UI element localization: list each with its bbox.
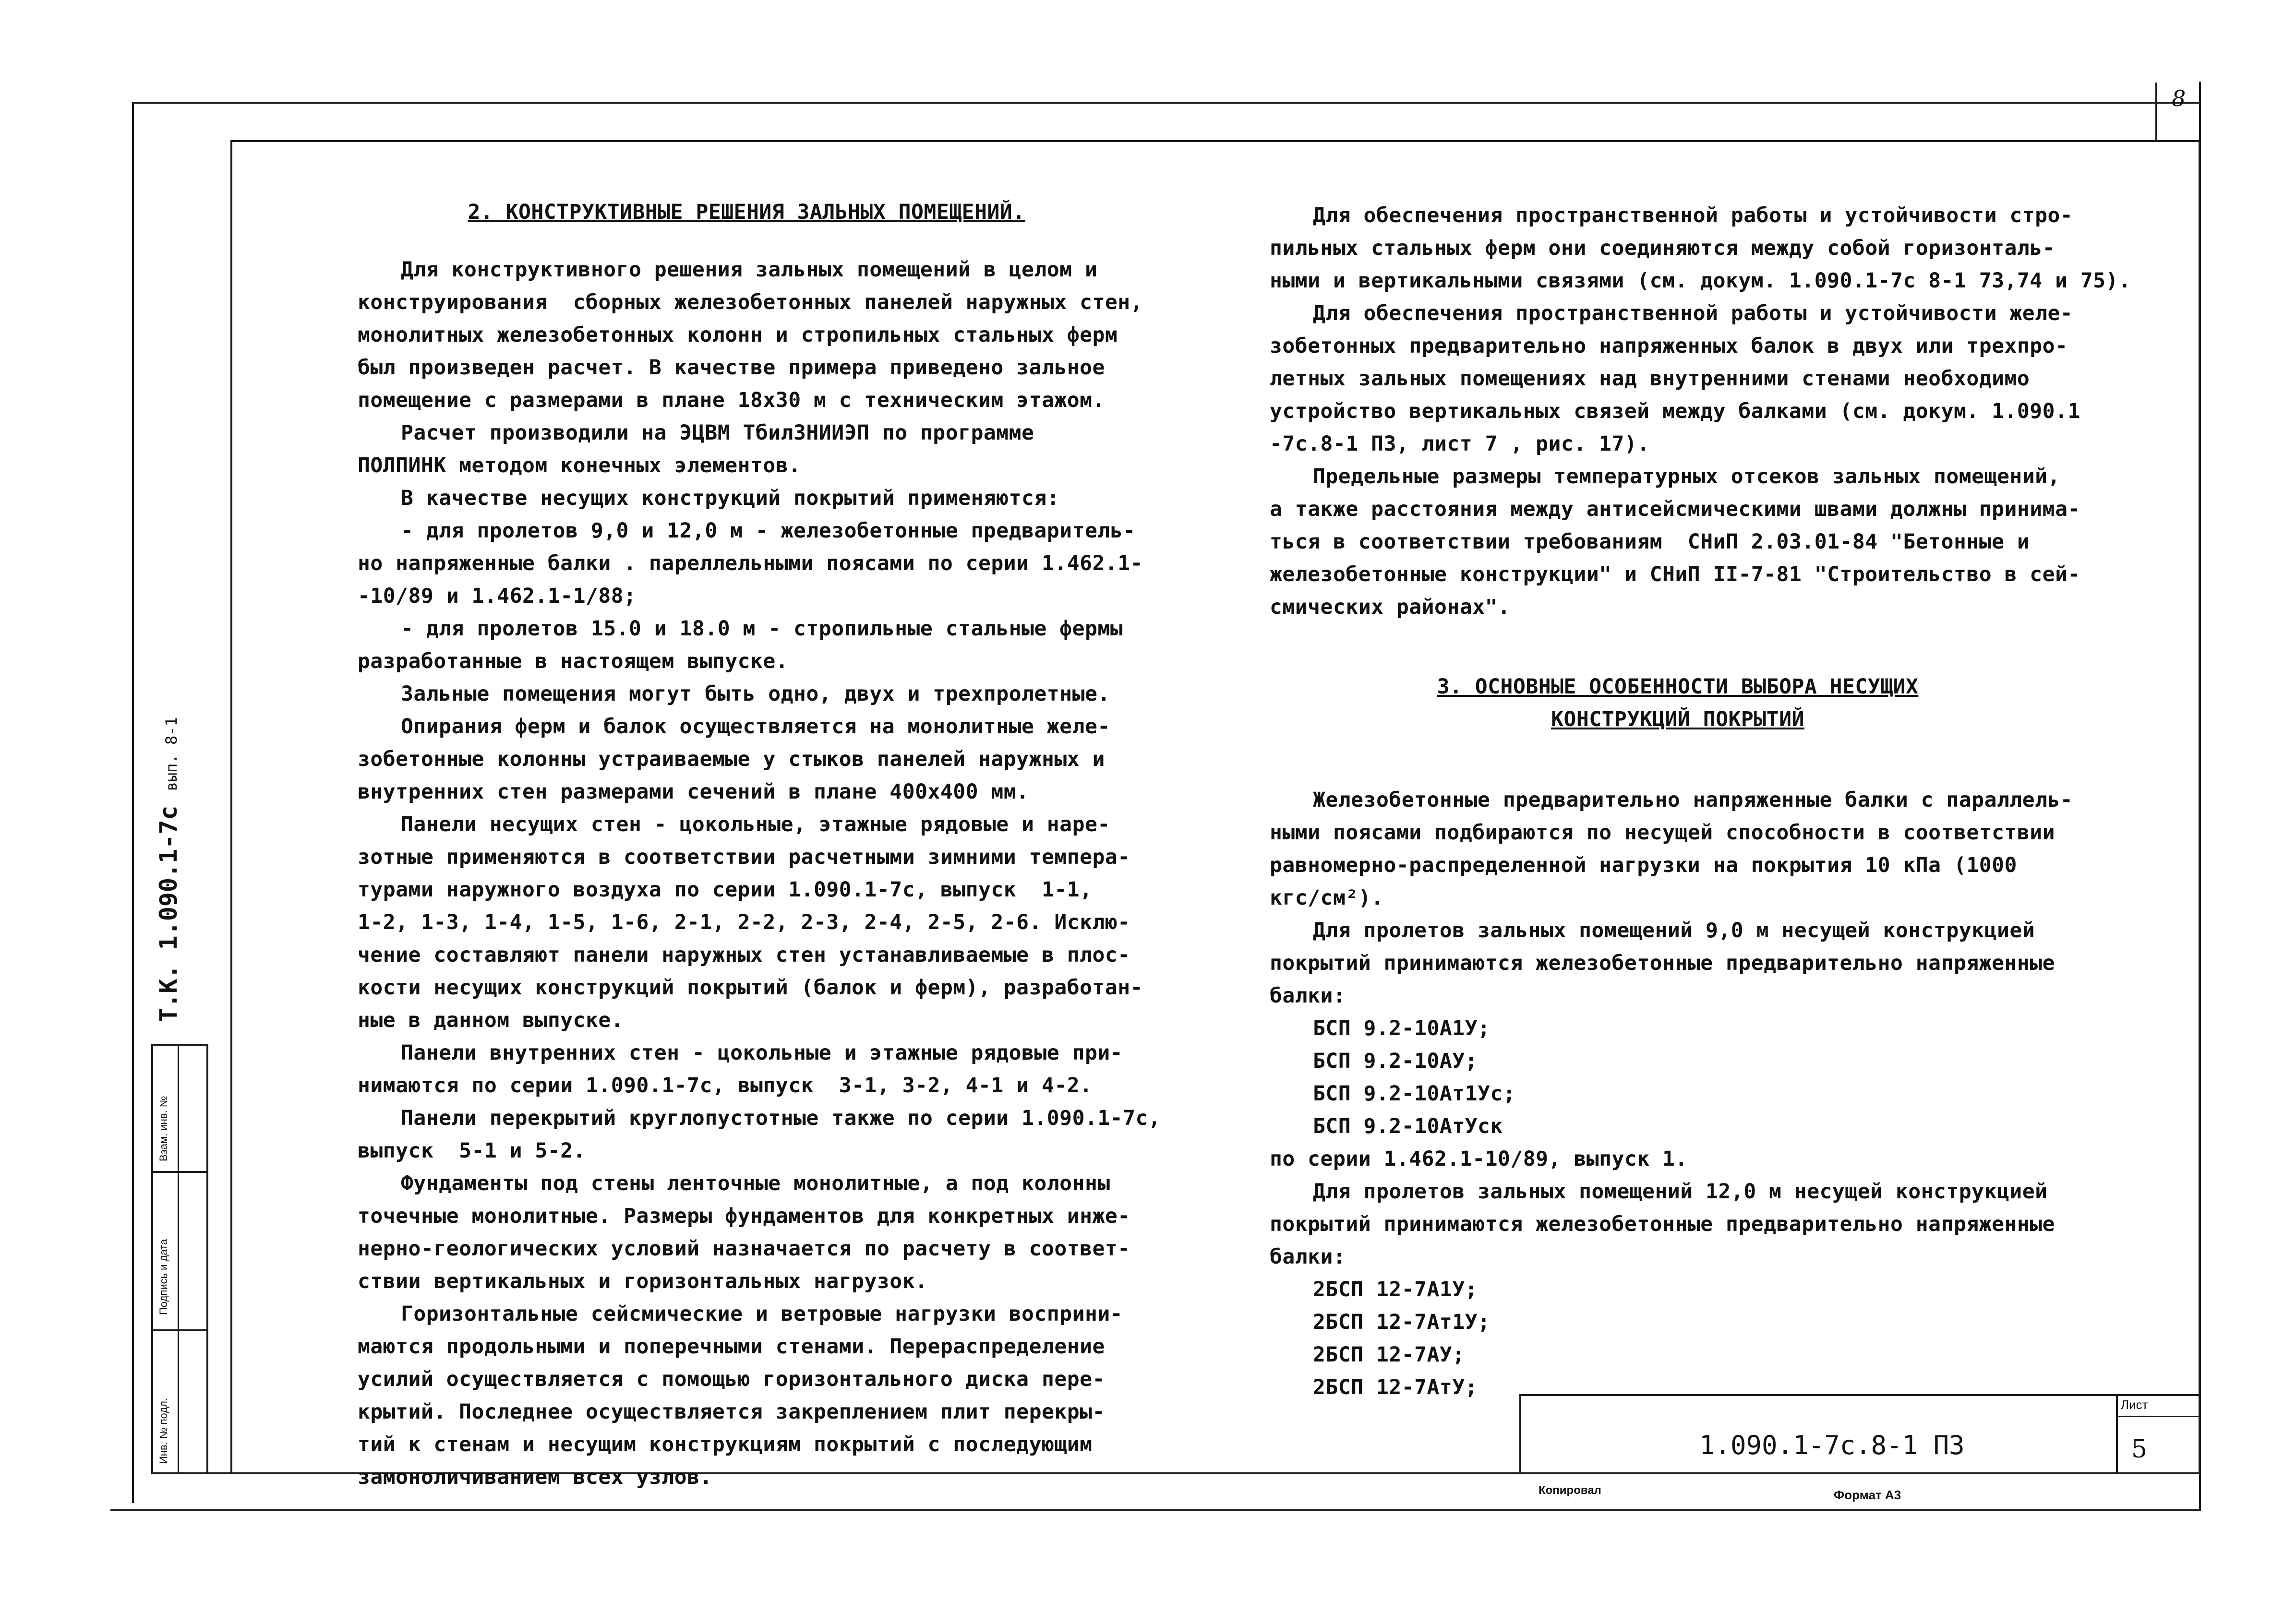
text-line: Панели несущих стен - цокольные, этажные рядовые и наре- [401, 812, 1110, 836]
text-line: В качестве несущих конструкций покрытий применяются: [401, 486, 1060, 510]
title-block-doc-code: 1.090.1-7с.8-1 ПЗ [1699, 1430, 1965, 1460]
text-line: зобетонные колонны устраиваемые у стыков панелей наружных и [358, 747, 1105, 771]
text-line: а также расстояния между антисейсмическими швами должны принима- [1270, 497, 2080, 521]
stamp-inv-podl: Инв. № подл. [157, 1397, 169, 1464]
text-line: нимаются по серии 1.090.1-7с, выпуск 3-1, 3-2, 4-1 и 4-2. [358, 1074, 1093, 1098]
side-code-main: Т.К. 1.090.1-7с [155, 805, 182, 1022]
right-column-bottom-body [1270, 784, 2167, 1404]
text-line: Для обеспечения пространственной работы и устойчивости стро- [1313, 203, 2073, 227]
text-line: балки: [1270, 984, 1346, 1008]
text-line: ными и вертикальными связями (см. докум. 1.090.1-7с 8-1 73,74 и 75). [1270, 269, 2131, 293]
text-line: Опирания ферм и балок осуществляется на монолитные желе- [401, 715, 1110, 739]
text-line: Панели внутренних стен - цокольные и этажные рядовые при- [401, 1041, 1123, 1065]
text-line: конструирования сборных железобетонных панелей наружных стен, [358, 290, 1143, 314]
text-line: чение составляют панели наружных стен устанавливаемые в плос- [358, 943, 1130, 967]
title-block-left [1519, 1394, 1521, 1473]
section-3-heading-line2: КОНСТРУКЦИЙ ПОКРЫТИЙ [1551, 707, 1804, 731]
stamp-vzam-inv: Взам. инв. № [157, 1096, 169, 1161]
text-line: замоноличиванием всех узлов. [358, 1465, 712, 1489]
sheet-number-top: 8 [2172, 85, 2186, 111]
text-line: маются продольными и поперечными стенами. Перераспределение [358, 1335, 1105, 1359]
stamp-podpis: Подпись и дата [157, 1239, 169, 1315]
stamp-top-line [151, 1044, 208, 1046]
text-line: БСП 9.2-10Ат1Ус; [1313, 1082, 1516, 1106]
sheet-label: Лист [2121, 1397, 2148, 1412]
sheet-number: 5 [2131, 1435, 2148, 1464]
text-line: Для конструктивного решения зальных помещений в целом и [401, 258, 1098, 282]
text-line: 2БСП 12-7АтУ; [1313, 1375, 1478, 1399]
text-line: железобетонные конструкции" и СНиП II-7-81 "Строительство в сей- [1270, 562, 2080, 586]
text-line: - для пролетов 15.0 и 18.0 м - стропильные стальные фермы [401, 617, 1123, 641]
stamp-left-line [151, 1044, 153, 1473]
text-line: монолитных железобетонных колонн и стропильных стальных ферм [358, 323, 1118, 347]
text-line: но напряженные балки . пареллельными поясами по серии 1.462.1- [358, 551, 1143, 575]
text-line: кгс/см²). [1270, 886, 1384, 910]
text-line: внутренних стен размерами сечений в плане 400х400 мм. [358, 780, 1029, 804]
text-line: был произведен расчет. В качестве примера приведено зальное [358, 356, 1105, 380]
text-line: кости несущих конструкций покрытий (балок и ферм), разработан- [358, 976, 1143, 1000]
text-line: Расчет производили на ЭЦВМ ТбилЗНИИЭП по программе [401, 421, 1034, 445]
text-line: -10/89 и 1.462.1-1/88; [358, 584, 637, 608]
text-line: Для пролетов зальных помещений 12,0 м несущей конструкцией [1313, 1180, 2048, 1204]
outer-top-border [132, 102, 2201, 104]
text-line: ПОЛПИНК методом конечных элементов. [358, 454, 801, 478]
sheet-cell-divider [2116, 1416, 2200, 1417]
text-line: точечные монолитные. Размеры фундаментов для конкретных инже- [358, 1204, 1130, 1228]
text-line: Панели перекрытий круглопустотные также по серии 1.090.1-7с, [401, 1106, 1161, 1130]
text-line: БСП 9.2-10АУ; [1313, 1049, 1478, 1073]
text-line: Зальные помещения могут быть одно, двух и трехпролетные. [401, 682, 1110, 706]
right-column-top-body [1270, 199, 2167, 623]
footer-copied: Копировал [1539, 1484, 1601, 1497]
text-line: Предельные размеры температурных отсеков зальных помещений, [1313, 465, 2060, 489]
text-line: крытий. Последнее осуществляется закреплением плит перекры- [358, 1400, 1105, 1424]
text-line: -7с.8-1 ПЗ, лист 7 , рис. 17). [1270, 432, 1650, 456]
text-line: зобетонных предварительно напряженных балок в двух или трехпро- [1270, 334, 2068, 358]
text-line: Для обеспечения пространственной работы и устойчивости желе- [1313, 301, 2073, 325]
stamp-divider-2 [151, 1329, 208, 1331]
text-line: БСП 9.2-10АтУск [1313, 1114, 1503, 1138]
stamp-divider-1 [151, 1171, 208, 1173]
text-line: помещение с размерами в плане 18х30 м с техническим этажом. [358, 388, 1105, 412]
text-line: устройство вертикальных связей между балками (см. докум. 1.090.1 [1270, 399, 2080, 423]
text-line: Для пролетов зальных помещений 9,0 м несущей конструкцией [1313, 919, 2035, 943]
sheet-box-left [2155, 83, 2157, 142]
text-line: - для пролетов 9,0 и 12,0 м - железобетонные предваритель- [401, 519, 1136, 543]
text-line: ные в данном выпуске. [358, 1008, 624, 1032]
text-line: Фундаменты под стены ленточные монолитные, а под колонны [401, 1171, 1110, 1195]
outer-bottom-border [110, 1509, 2201, 1511]
text-line: 2БСП 12-7А1У; [1313, 1278, 1478, 1302]
text-line: смических районах". [1270, 595, 1511, 619]
text-line: пильных стальных ферм они соединяются между собой горизонталь- [1270, 236, 2056, 260]
side-document-code [155, 717, 182, 1022]
inner-left-border [230, 140, 232, 1474]
section-2-heading: 2. КОНСТРУКТИВНЫЕ РЕШЕНИЯ ЗАЛЬНЫХ ПОМЕЩЕНИЙ. [468, 200, 1025, 224]
outer-left-border [132, 102, 134, 1503]
text-line: усилий осуществляется с помощью горизонтального диска пере- [358, 1367, 1105, 1391]
text-line: зотные применяются в соответствии расчетными зимними темпера- [358, 845, 1130, 869]
stamp-right-line [206, 1044, 208, 1473]
text-line: Горизонтальные сейсмические и ветровые нагрузки восприни- [401, 1302, 1123, 1326]
footer-format: Формат А3 [1834, 1488, 1901, 1502]
left-column [358, 196, 1207, 1493]
text-line: покрытий принимаются железобетонные предварительно напряженные [1270, 951, 2056, 975]
text-line: 2БСП 12-7Ат1У; [1313, 1310, 1491, 1334]
text-line: тий к стенам и несущим конструкциям покрытий с последующим [358, 1433, 1093, 1457]
text-line: нерно-геологических условий назначается по расчету в соответ- [358, 1237, 1130, 1261]
inner-top-border [230, 140, 2200, 142]
section-3-heading-line1: 3. ОСНОВНЫЕ ОСОБЕННОСТИ ВЫБОРА НЕСУЩИХ [1437, 675, 1919, 699]
text-line: ными поясами подбираются по несущей способности в соответствии [1270, 821, 2056, 845]
text-line: балки: [1270, 1245, 1346, 1269]
text-line: разработанные в настоящем выпуске. [358, 649, 789, 673]
text-line: Железобетонные предварительно напряженные балки с параллель- [1313, 788, 2073, 812]
title-block-top [1519, 1394, 2201, 1396]
text-line: равномерно-распределенной нагрузки на покрытия 10 кПа (1000 [1270, 853, 2017, 877]
text-line: 1-2, 1-3, 1-4, 1-5, 1-6, 2-1, 2-2, 2-3, 2-4, 2-5, 2-6. Исклю- [358, 910, 1130, 934]
stamp-inner-divider [178, 1044, 179, 1473]
side-code-issue: вып. 8-1 [162, 717, 180, 791]
text-line: 2БСП 12-7АУ; [1313, 1343, 1465, 1367]
text-line: покрытий принимаются железобетонные предварительно напряженные [1270, 1212, 2056, 1236]
text-line: по серии 1.462.1-10/89, выпуск 1. [1270, 1147, 1688, 1171]
text-line: летных зальных помещениях над внутренними стенами необходимо [1270, 367, 2030, 391]
text-line: турами наружного воздуха по серии 1.090.1-7с, выпуск 1-1, [358, 878, 1093, 902]
text-line: БСП 9.2-10А1У; [1313, 1016, 1491, 1040]
text-line: выпуск 5-1 и 5-2. [358, 1139, 586, 1163]
inner-right-border [2199, 140, 2200, 1474]
sheet-cell-left [2116, 1394, 2118, 1473]
text-line: ться в соответствии требованиям СНиП 2.03.01-84 "Бетонные и [1270, 530, 2030, 554]
text-line: ствии вертикальных и горизонтальных нагрузок. [358, 1269, 928, 1293]
right-column [1270, 199, 2167, 1404]
left-column-body [358, 253, 1207, 1493]
